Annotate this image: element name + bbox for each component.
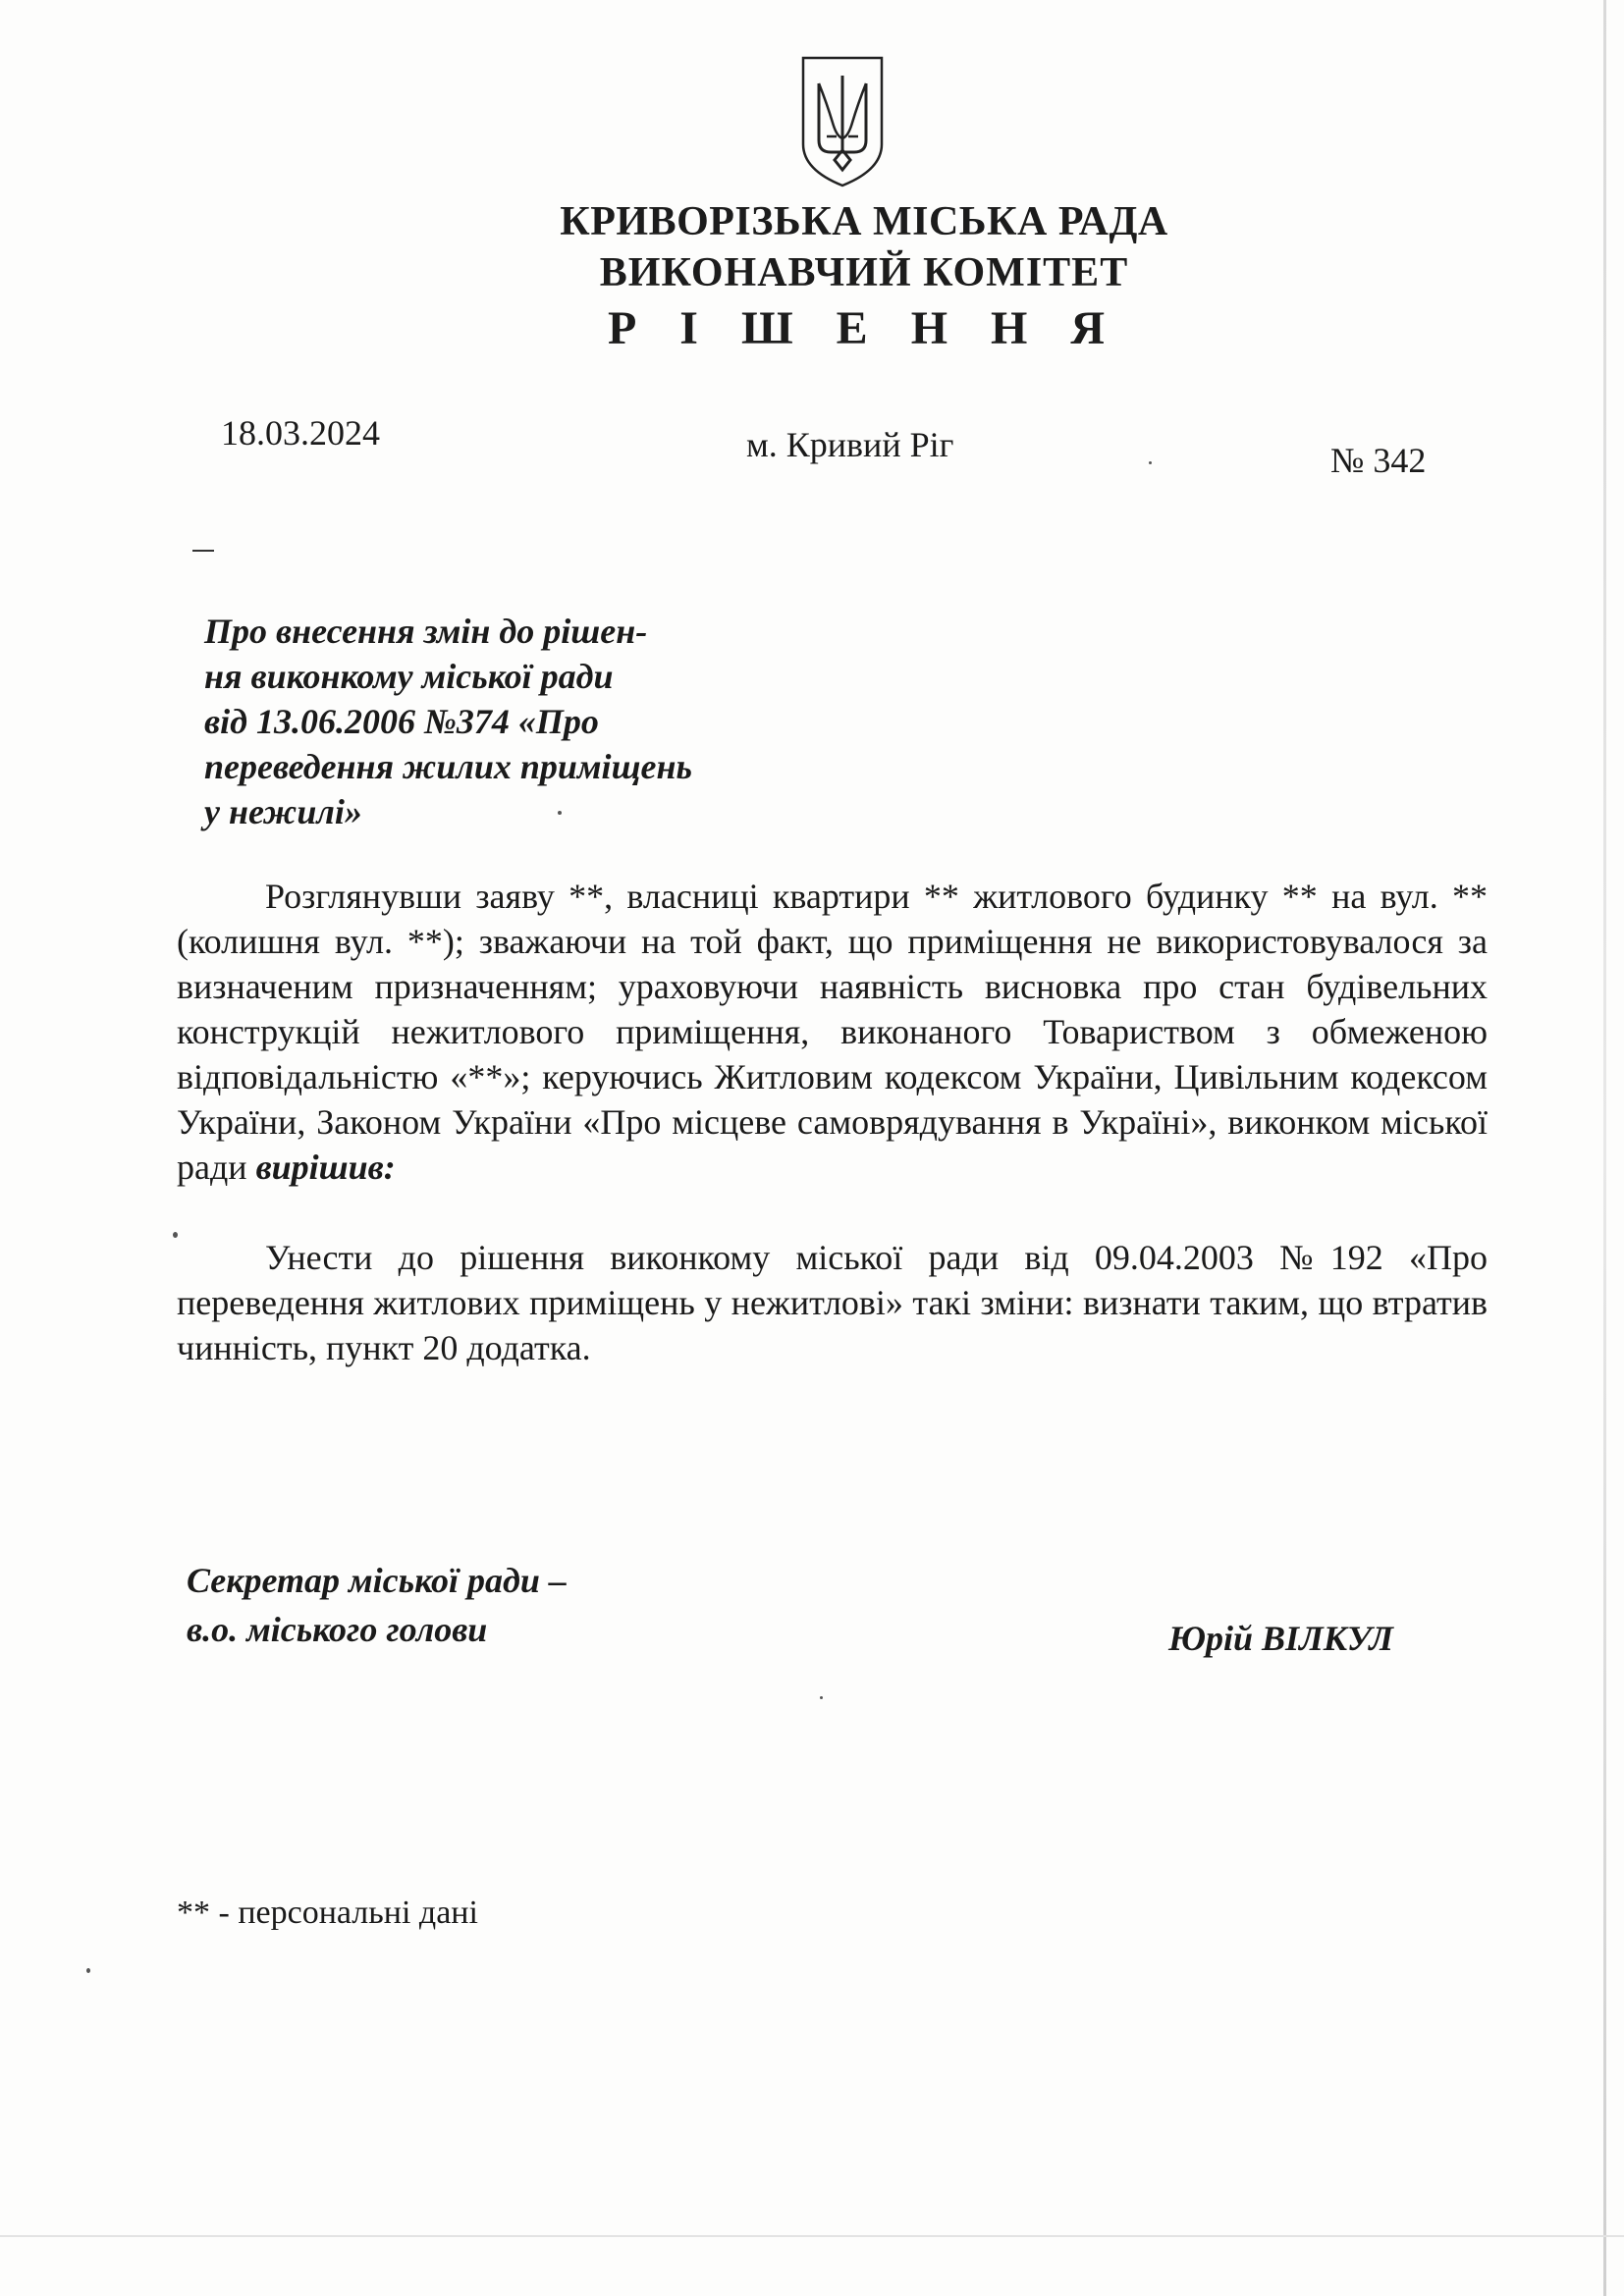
signatory-title-line: в.о. міського голови	[187, 1610, 488, 1649]
document-city: м. Кривий Ріг	[746, 425, 954, 464]
scan-speck	[820, 1696, 823, 1699]
decision-subject	[204, 609, 793, 834]
scan-speck	[86, 1968, 90, 1973]
scan-bottom-line	[0, 2235, 1624, 2237]
signatory-name: Юрій ВІЛКУЛ	[1168, 1619, 1394, 1658]
organization-name: КРИВОРІЗЬКА МІСЬКА РАДА	[560, 199, 1168, 244]
document-header	[491, 196, 1237, 359]
scan-edge-line	[1603, 0, 1606, 2296]
scan-speck	[1149, 461, 1152, 464]
subject-line: ня виконкому міської ради	[204, 657, 614, 696]
subject-line: Про внесення змін до рішен-	[204, 612, 648, 651]
subject-line: переведення жилих приміщень	[204, 747, 692, 786]
corner-mark	[192, 550, 214, 552]
footnote: ** - персональні дані	[177, 1895, 478, 1931]
signatory-title-line: Секретар міської ради –	[187, 1561, 567, 1600]
coat-of-arms-icon	[797, 54, 888, 189]
decision-keyword: вирішив:	[255, 1148, 396, 1187]
decision-paragraph: Унести до рішення виконкому міської ради від 09.04.2003 №192 «Про переведення житлових приміщень у нежитлові» такі зміни: визнати таким, що втратив чинність, пункт 20 додатка.	[177, 1238, 1488, 1367]
scan-speck	[173, 1232, 178, 1238]
preamble-paragraph	[177, 874, 1488, 1190]
subject-line: від 13.06.2006 №374 «Про	[204, 702, 599, 741]
preamble-text: Розглянувши заяву **, власниці квартири ** житлового будинку ** на вул. ** (колишня вул. **); зважаючи на той факт, що приміщення не використовувалося за визначеним призначенням; ураховуючи наявність висновка про стан будівельних конструкцій нежитлового приміщення, виконаного Товариством з обмеженою відповідальністю «**»; керуючись Житловим кодексом України, Цивільним кодексом України, Законом України «Про місцеве самоврядування в Україні», виконком міської ради	[177, 877, 1488, 1187]
committee-name: ВИКОНАВЧИЙ КОМІТЕТ	[599, 250, 1129, 295]
document-number: № 342	[1330, 441, 1427, 480]
subject-line: у нежилі»	[204, 792, 362, 831]
document-date: 18.03.2024	[221, 413, 380, 453]
document-type: Р І Ш Е Н Н Я	[607, 302, 1121, 354]
scan-speck	[558, 811, 562, 815]
signatory-title	[187, 1556, 567, 1654]
